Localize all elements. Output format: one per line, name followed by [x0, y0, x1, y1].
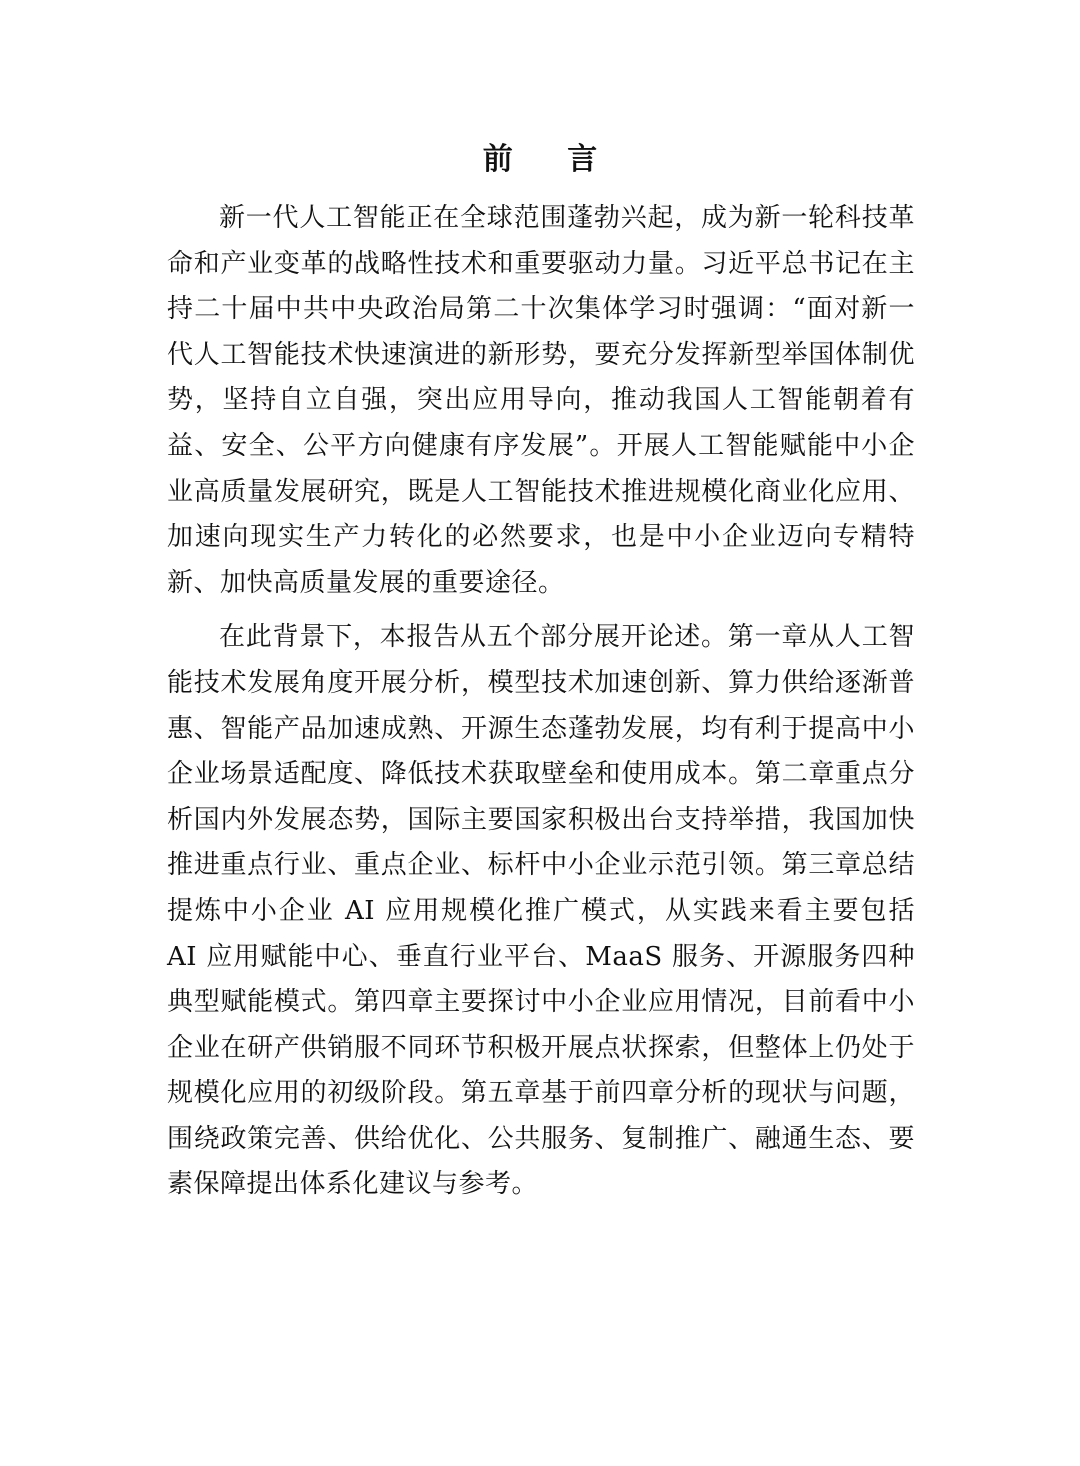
paragraph-report-outline: 在此背景下，本报告从五个部分展开论述。第一章从人工智能技术发展角度开展分析，模型技术加速创新、算力供给逐渐普惠、智能产品加速成熟、开源生态蓬勃发展，均有利于提高中小企业场景适配度、降低技术获取壁垒和使用成本。第二章重点分析国内外发展态势，国际主要国家积极出台支持举措，我国加快推进重点行业、重点企业、标杆中小企业示范引领。第三章总结提炼中小企业 AI 应用规模化推广模式，从实践来看主要包括 AI 应用赋能中心、垂直行业平台、MaaS 服务、开源服务四种典型赋能模式。第四章主要探讨中小企业应用情况，目前看中小企业在研产供销服不同环节积极开展点状探索，但整体上仍处于规模化应用的初级阶段。第五章基于前四章分析的现状与问题，围绕政策完善、供给优化、公共服务、复制推广、融通生态、要素保障提出体系化建议与参考。	[167, 622, 915, 1200]
document-body	[167, 196, 915, 1208]
page-title: 前 言	[482, 142, 620, 177]
paragraph-intro: 新一代人工智能正在全球范围蓬勃兴起，成为新一轮科技革命和产业变革的战略性技术和重要驱动力量。习近平总书记在主持二十届中共中央政治局第二十次集体学习时强调：“面对新一代人工智能技术快速演进的新形势，要充分发挥新型举国体制优势，坚持自立自强，突出应用导向，推动我国人工智能朝着有益、安全、公平方向健康有序发展”。开展人工智能赋能中小企业高质量发展研究，既是人工智能技术推进规模化商业化应用、加速向现实生产力转化的必然要求，也是中小企业迈向专精特新、加快高质量发展的重要途径。	[167, 203, 915, 598]
